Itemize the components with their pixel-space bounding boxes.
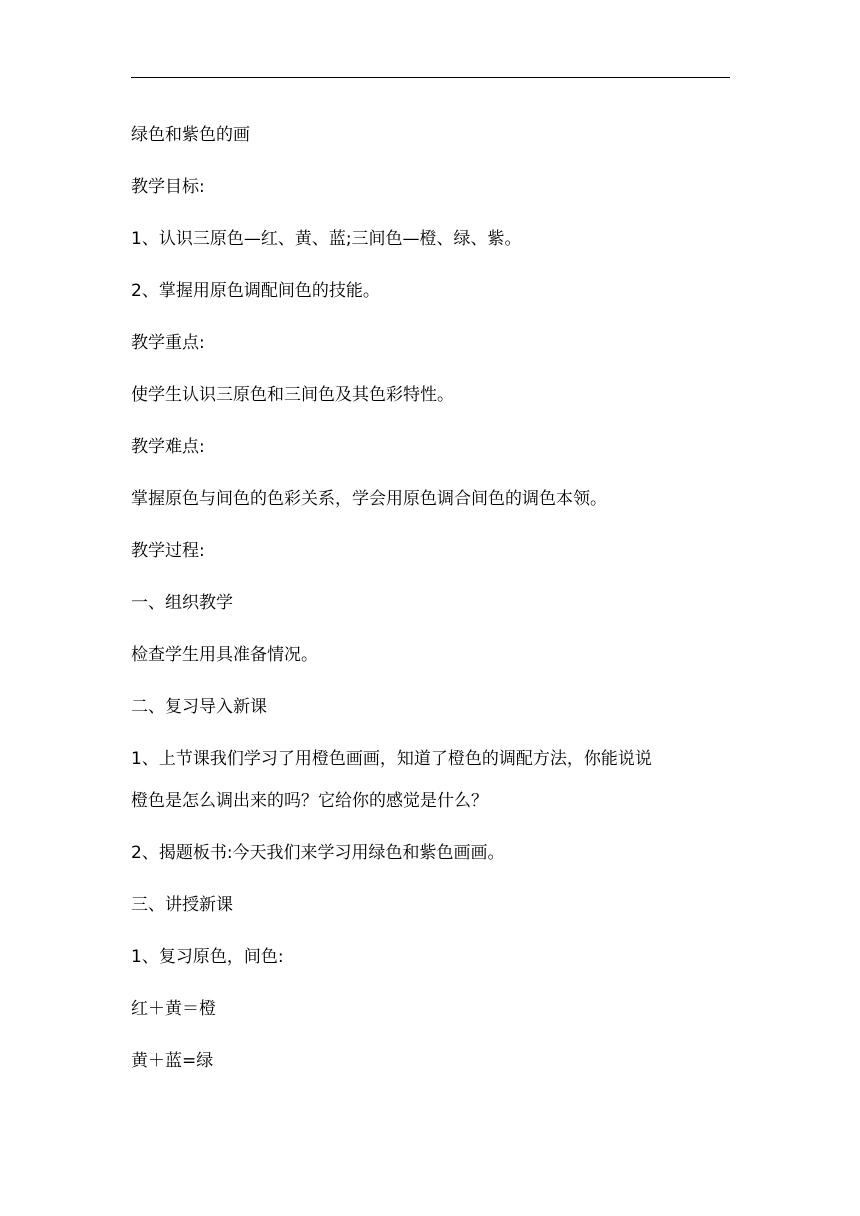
document-title: 绿色和紫色的画: [131, 125, 250, 145]
difficulties-text: 掌握原色与间色的色彩关系，学会用原色调合间色的调色本领。: [131, 489, 607, 509]
review-colors-text: 1、复习原色，间色:: [131, 947, 284, 967]
section-heading-key-points: 教学重点:: [131, 333, 205, 353]
objective-item-1: 1、认识三原色—红、黄、蓝;三间色—橙、绿、紫。: [131, 229, 522, 249]
review-paragraph-line-2: 橙色是怎么调出来的吗？它给你的感觉是什么？: [131, 791, 488, 811]
process-step-3-heading: 三、讲授新课: [131, 895, 233, 915]
document-body: [131, 119, 731, 1097]
section-heading-objectives: 教学目标:: [131, 177, 205, 197]
color-mix-green: 黄＋蓝=绿: [131, 1051, 214, 1071]
review-paragraph: [131, 743, 729, 817]
header-rule: [131, 77, 730, 78]
key-points-text: 使学生认识三原色和三间色及其色彩特性。: [131, 385, 454, 405]
color-mix-orange: 红＋黄＝橙: [131, 999, 216, 1019]
process-step-2-heading: 二、复习导入新课: [131, 697, 267, 717]
topic-board-text: 2、揭题板书:今天我们来学习用绿色和紫色画画。: [131, 843, 505, 863]
process-step-1-heading: 一、组织教学: [131, 593, 233, 613]
section-heading-process: 教学过程:: [131, 541, 205, 561]
review-paragraph-line-1: 1、上节课我们学习了用橙色画画，知道了橙色的调配方法，你能说说: [131, 749, 652, 769]
process-step-1-text: 检查学生用具准备情况。: [131, 645, 318, 665]
section-heading-difficulties: 教学难点:: [131, 437, 205, 457]
objective-item-2: 2、掌握用原色调配间色的技能。: [131, 281, 380, 301]
